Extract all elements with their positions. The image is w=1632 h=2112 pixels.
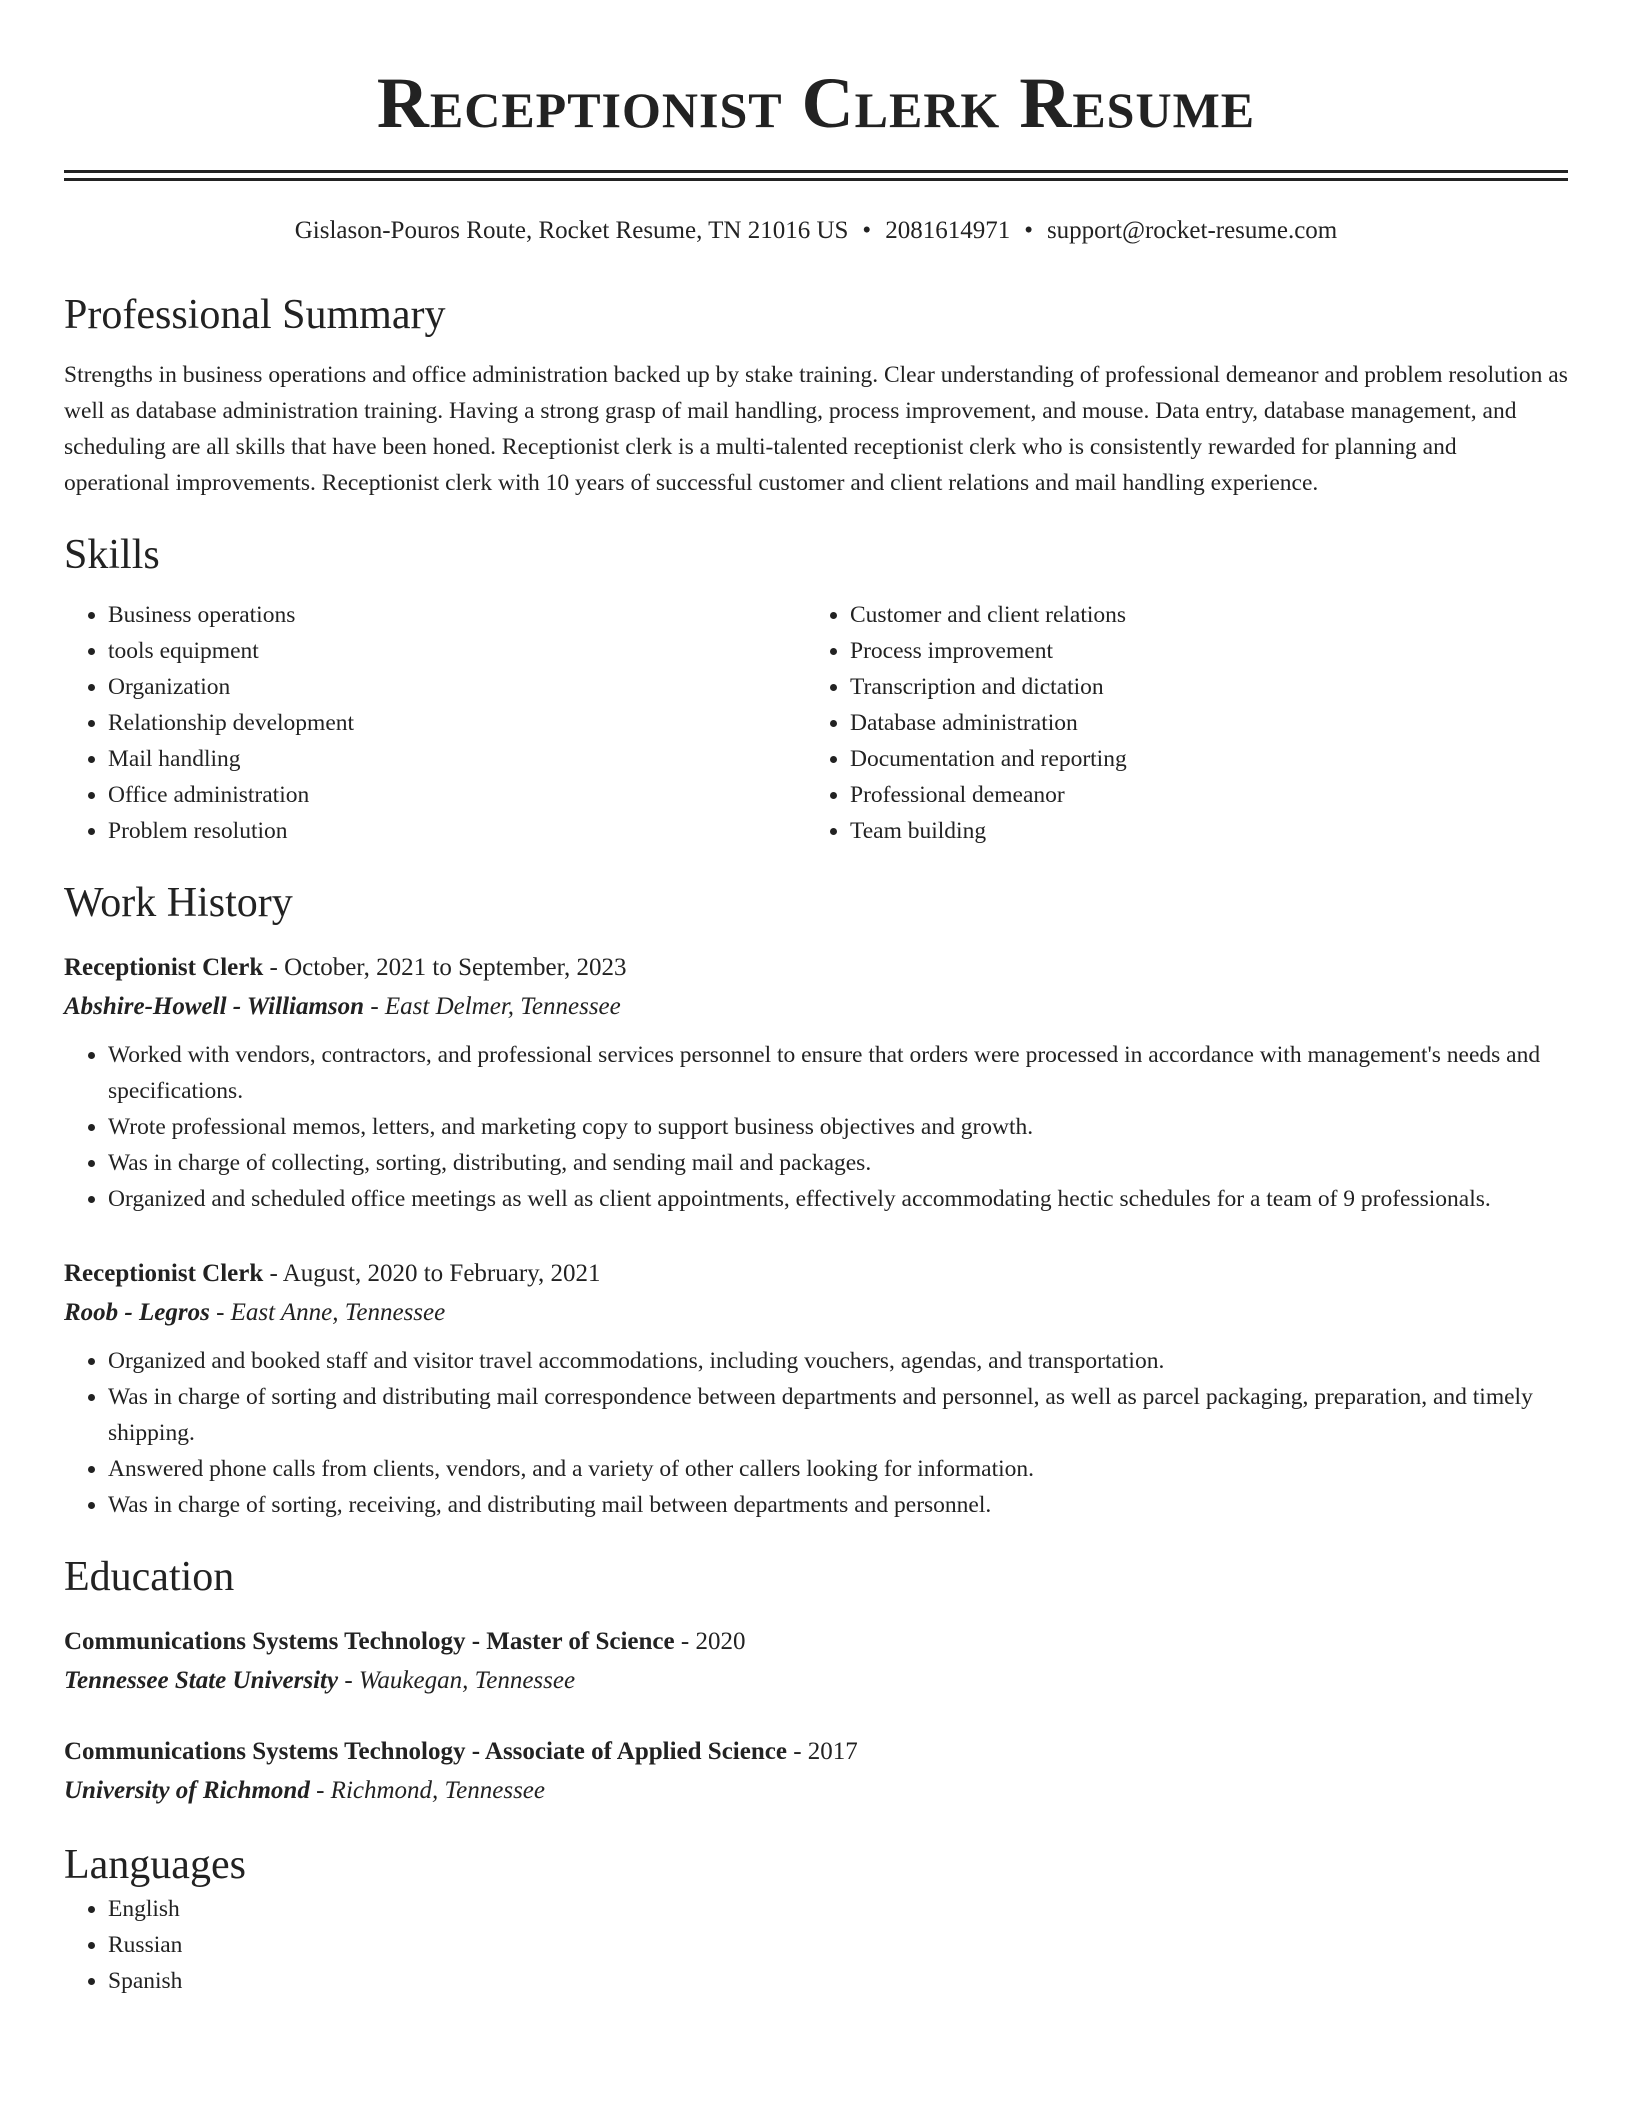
language-item: • Spanish [108, 1963, 1568, 1999]
skills-column-right [806, 597, 1568, 849]
employer-name: Roob - Legros [64, 1299, 210, 1326]
school-location: Richmond, Tennessee [330, 1777, 545, 1804]
skills-list [64, 597, 1568, 849]
education-heading: Education [64, 1554, 235, 1600]
degree-name: Communications Systems Technology - Associate of Applied Science [64, 1738, 787, 1765]
job-title-line [64, 949, 1568, 987]
employer-line [64, 987, 1568, 1027]
skill-item: • Organization [108, 669, 806, 705]
job-duty: • Organized and scheduled office meetings as well as client appointments, effectively accommodating hectic schedules for a team of 9 professionals. [108, 1181, 1568, 1217]
job-entry [64, 1255, 1568, 1523]
degree-name: Communications Systems Technology - Master of Science [64, 1628, 675, 1655]
job-duty: • Wrote professional memos, letters, and marketing copy to support business objectives and growth. [108, 1109, 1568, 1145]
skill-item: • Transcription and dictation [850, 669, 1568, 705]
skill-item: • Documentation and reporting [850, 741, 1568, 777]
skill-item: • Business operations [108, 597, 806, 633]
job-dates: October, 2021 to September, 2023 [284, 954, 627, 981]
school-name: Tennessee State University [64, 1667, 339, 1694]
contact-line [64, 215, 1568, 247]
job-title: Receptionist Clerk [64, 954, 264, 981]
school-line [64, 1771, 1568, 1811]
employer-location: East Anne, Tennessee [230, 1299, 446, 1326]
contact-phone: 2081614971 [885, 217, 1011, 244]
text-separator: - [263, 1260, 283, 1287]
employer-location: East Delmer, Tennessee [384, 993, 621, 1020]
language-item: • Russian [108, 1927, 1568, 1963]
degree-line [64, 1733, 1568, 1771]
skill-item: • Relationship development [108, 705, 806, 741]
skills-column-left [64, 597, 806, 849]
language-item: • English [108, 1891, 1568, 1927]
skill-item: • Office administration [108, 777, 806, 813]
job-title-line [64, 1255, 1568, 1293]
job-duties [64, 1037, 1568, 1217]
skill-item: • Professional demeanor [850, 777, 1568, 813]
education-entry [64, 1733, 1568, 1811]
contact-address: Gislason-Pouros Route, Rocket Resume, TN 21016 US [294, 217, 849, 244]
school-line [64, 1661, 1568, 1701]
skill-item: • Process improvement [850, 633, 1568, 669]
summary-heading: Professional Summary [64, 292, 446, 338]
job-duty: • Worked with vendors, contractors, and professional services personnel to ensure that orders were processed in accordance with management's needs and specifications. [108, 1037, 1568, 1109]
skill-item: • Database administration [850, 705, 1568, 741]
text-separator: - [209, 1299, 231, 1326]
job-duty: • Was in charge of collecting, sorting, distributing, and sending mail and packages. [108, 1145, 1568, 1181]
degree-line [64, 1623, 1568, 1661]
languages-heading: Languages [64, 1842, 246, 1888]
title-divider [64, 170, 1568, 181]
school-name: University of Richmond [64, 1777, 310, 1804]
job-duty: • Answered phone calls from clients, vendors, and a variety of other callers looking for information. [108, 1451, 1568, 1487]
skill-item: • Team building [850, 813, 1568, 849]
text-separator: - [263, 954, 285, 981]
languages-list [64, 1891, 1568, 1999]
contact-separator: • [862, 217, 872, 244]
contact-separator: • [1024, 217, 1033, 244]
text-separator: - [309, 1777, 331, 1804]
skill-item: • Problem resolution [108, 813, 806, 849]
contact-email: support@rocket-resume.com [1046, 217, 1338, 244]
school-location: Waukegan, Tennessee [358, 1667, 576, 1694]
text-separator: - [786, 1738, 808, 1765]
skills-heading: Skills [64, 532, 160, 578]
work-history-heading: Work History [64, 880, 293, 926]
text-separator: - [364, 993, 385, 1020]
job-entry [64, 949, 1568, 1217]
job-dates: August, 2020 to February, 2021 [282, 1260, 601, 1287]
degree-year: 2017 [807, 1738, 858, 1765]
job-duties [64, 1343, 1568, 1523]
job-duty: • Organized and booked staff and visitor travel accommodations, including vouchers, agendas, and transportation. [108, 1343, 1568, 1379]
job-duty: • Was in charge of sorting, receiving, and distributing mail between departments and personnel. [108, 1487, 1568, 1523]
skill-item: • tools equipment [108, 633, 806, 669]
summary-text: Strengths in business operations and office administration backed up by stake training. Clear understanding of professional demeanor and problem resolution as well as database administration training. Having a strong grasp of mail handling, process improvement, and mouse. Data entry, database management, and scheduling are all skills that have been honed. Receptionist clerk is a multi-talented receptionist clerk who is consistently rewarded for planning and operational improvements. Receptionist clerk with 10 years of successful customer and client relations and mail handling experience. [64, 362, 1568, 496]
job-title: Receptionist Clerk [64, 1260, 264, 1287]
employer-line [64, 1293, 1568, 1333]
education-entry [64, 1623, 1568, 1701]
text-separator: - [674, 1628, 696, 1655]
resume-title: Receptionist Clerk Resume [376, 63, 1256, 143]
text-separator: - [338, 1667, 359, 1694]
degree-year: 2020 [695, 1628, 746, 1655]
skill-item: • Customer and client relations [850, 597, 1568, 633]
employer-name: Abshire-Howell - Williamson [64, 993, 365, 1020]
job-duty: • Was in charge of sorting and distributing mail correspondence between departments and personnel, as well as parcel packaging, preparation, and timely shipping. [108, 1379, 1568, 1451]
skill-item: • Mail handling [108, 741, 806, 777]
